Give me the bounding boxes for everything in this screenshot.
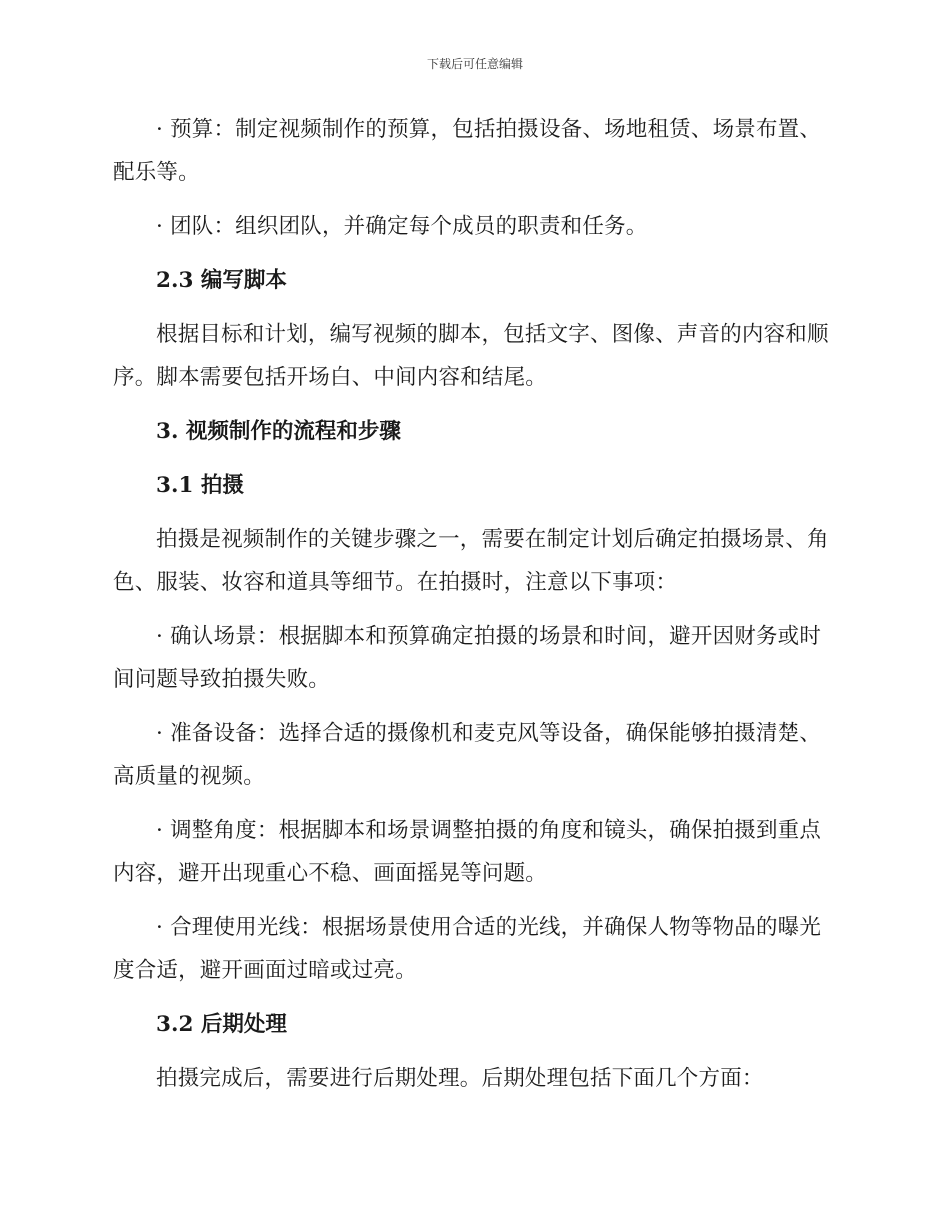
section-heading-3-1: 3.1 拍摄 xyxy=(156,473,244,498)
document-body xyxy=(113,108,838,1111)
bullet-prepare-equipment: · 准备设备：选择合适的摄像机和麦克风等设备，确保能够拍摄清楚、高质量的视频。 xyxy=(113,721,822,789)
paragraph-post-processing: 拍摄完成后，需要进行后期处理。后期处理包括下面几个方面： xyxy=(156,1066,764,1091)
paragraph-shooting: 拍摄是视频制作的关键步骤之一，需要在制定计划后确定拍摄场景、角色、服装、妆容和道具等细节。在拍摄时，注意以下事项： xyxy=(113,527,829,595)
section-heading-3: 3. 视频制作的流程和步骤 xyxy=(156,419,401,444)
bullet-confirm-scene: · 确认场景：根据脚本和预算确定拍摄的场景和时间，避开因财务或时间问题导致拍摄失败。 xyxy=(113,624,822,692)
bullet-budget: · 预算：制定视频制作的预算，包括拍摄设备、场地租赁、场景布置、配乐等。 xyxy=(113,117,822,185)
bullet-team: · 团队：组织团队，并确定每个成员的职责和任务。 xyxy=(156,214,648,239)
section-heading-2-3: 2.3 编写脚本 xyxy=(156,268,287,293)
bullet-lighting: · 合理使用光线：根据场景使用合适的光线，并确保人物等物品的曝光度合适，避开画面过暗或过亮。 xyxy=(113,915,822,983)
paragraph-script: 根据目标和计划，编写视频的脚本，包括文字、图像、声音的内容和顺序。脚本需要包括开场白、中间内容和结尾。 xyxy=(113,322,829,390)
bullet-adjust-angle: · 调整角度：根据脚本和场景调整拍摄的角度和镜头，确保拍摄到重点内容，避开出现重心不稳、画面摇晃等问题。 xyxy=(113,818,822,886)
page-header: 下载后可任意编辑 xyxy=(426,57,523,71)
section-heading-3-2: 3.2 后期处理 xyxy=(156,1012,287,1037)
